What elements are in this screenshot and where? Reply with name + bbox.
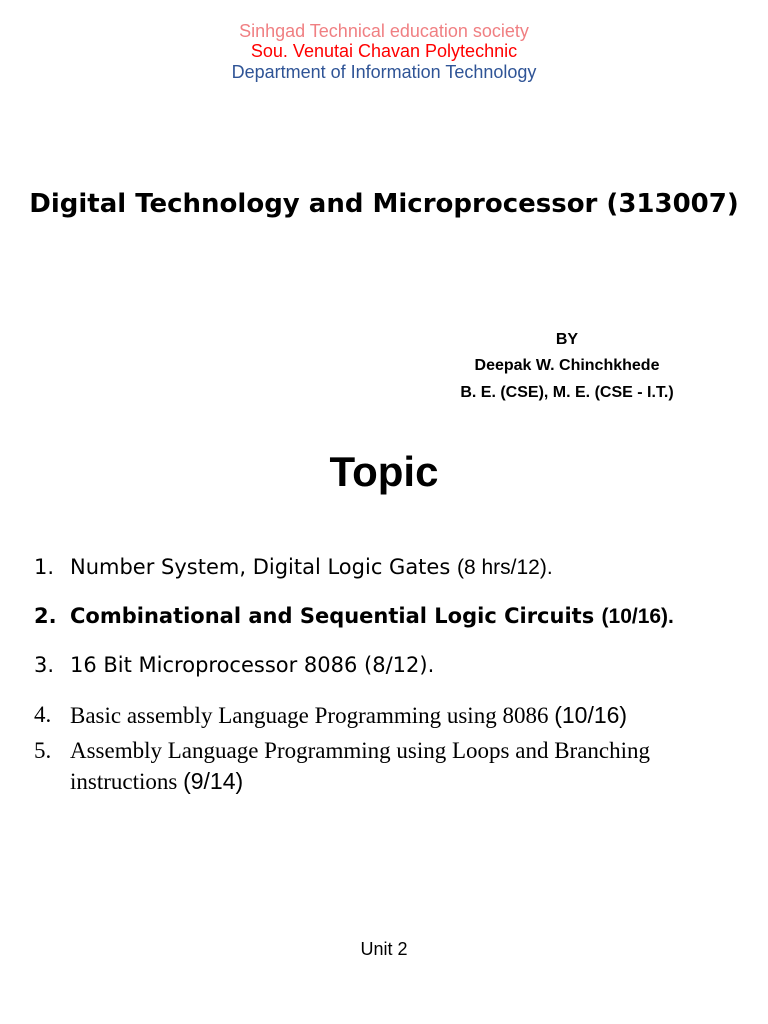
author-name: Deepak W. Chinchkhede [474, 357, 660, 374]
topic-hours: (8 hrs/12). [456, 556, 553, 579]
college-name: Sou. Venutai Chavan Polytechnic [250, 41, 518, 61]
by-label: BY [555, 331, 579, 348]
society-name: Sinhgad Technical education society [239, 21, 529, 41]
topic-item [34, 552, 734, 583]
topic-item [34, 736, 734, 797]
topic-hours: (9/14) [183, 768, 244, 794]
department-name: Department of Information Technology [231, 62, 537, 82]
topic-text: Combinational and Sequential Logic Circuits [70, 604, 595, 628]
topic-text: Number System, Digital Logic Gates [70, 555, 451, 579]
topic-text: 16 Bit Microprocessor 8086 (8/12). [70, 653, 435, 677]
topic-number: 5. [34, 738, 52, 763]
topic-item [34, 650, 734, 680]
topic-heading: Topic [329, 448, 439, 495]
topic-item [34, 601, 734, 632]
topic-number: 3. [34, 653, 55, 677]
author-qualification: B. E. (CSE), M. E. (CSE - I.T.) [460, 384, 674, 401]
footer-unit-label: Unit 2 [360, 939, 408, 959]
topic-text: Assembly Language Programming using Loops and Branching instructions [70, 738, 651, 794]
topic-item [34, 700, 734, 731]
topic-hours: (10/16) [554, 702, 628, 728]
topic-text: Basic assembly Language Programming using 8086 [70, 703, 549, 728]
topic-hours: (10/16). [601, 605, 674, 628]
topic-number: 2. [34, 604, 57, 628]
topic-number: 4. [34, 702, 52, 727]
topic-number: 1. [34, 555, 55, 579]
course-title: Digital Technology and Microprocessor (313007) [29, 189, 739, 219]
